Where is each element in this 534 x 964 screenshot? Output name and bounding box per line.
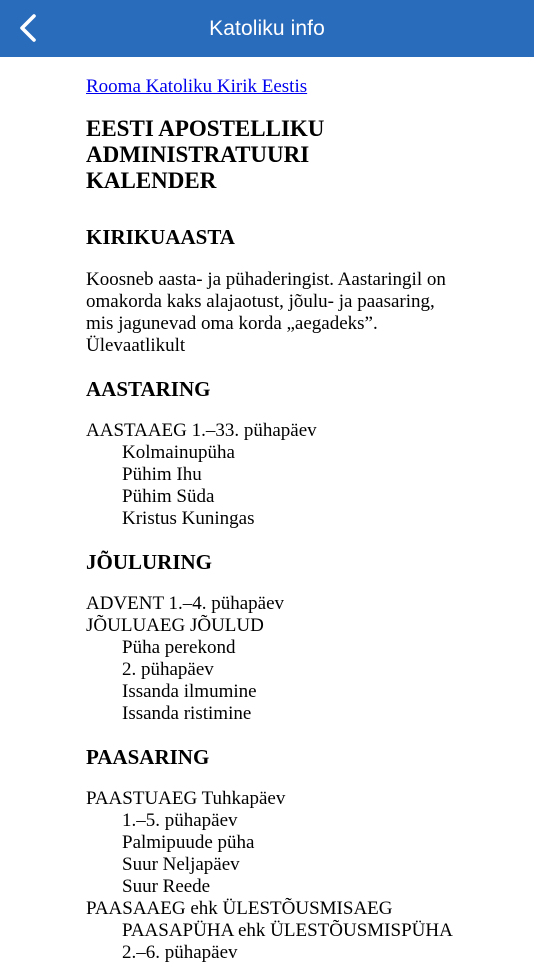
list-item: PAASAPÜHA ehk ÜLESTÕUSMISPÜHA [122, 920, 453, 941]
list-item: PAASAAEG ehk ÜLESTÕUSMISAEG [86, 898, 393, 919]
list-item: PAASTUAEG Tuhkapäev [86, 788, 286, 809]
section-heading-paasaring: PAASARING [86, 745, 210, 769]
list-item: AASTAAEG 1.–33. pühapäev [86, 420, 317, 441]
section-paragraph-kirikuaasta: Koosneb aasta- ja pühaderingist. Aastaringil on omakorda kaks alajaotust, jõulu- ja paasaring, mis jagunevad oma korda „aegadeks”. Ülevaatlikult [86, 269, 446, 356]
list-item: 2. pühapäev [122, 659, 214, 680]
list-item: Pühim Süda [122, 486, 215, 507]
jouluring-list [86, 593, 516, 725]
list-item: Issanda ilmumine [122, 681, 257, 702]
list-item: Kristus Kuningas [122, 508, 255, 529]
nav-title: Katoliku info [209, 16, 325, 40]
chevron-left-icon [18, 14, 38, 42]
list-item: Suur Neljapäev [122, 854, 240, 875]
section-heading-aastaring: AASTARING [86, 377, 211, 401]
list-item: Palmipuude püha [122, 832, 255, 853]
list-item: Issanda ristimine [122, 703, 252, 724]
list-item: 1.–5. pühapäev [122, 810, 238, 831]
navigation-bar [0, 0, 534, 57]
list-item: JÕULUAEG JÕULUD [86, 615, 264, 636]
list-item: 2.–6. pühapäev [122, 942, 238, 963]
list-item: Püha perekond [122, 637, 236, 658]
list-item: Kolmainupüha [122, 442, 235, 463]
back-button[interactable] [8, 8, 48, 48]
church-link[interactable]: Rooma Katoliku Kirik Eestis [86, 76, 308, 97]
calendar-content [86, 57, 516, 963]
page-title: EESTI APOSTELLIKU ADMINISTRATUURI KALENDER [86, 116, 325, 193]
list-item: Suur Reede [122, 876, 211, 897]
list-item: Pühim Ihu [122, 464, 202, 485]
aastaring-list [86, 420, 516, 530]
list-item: ADVENT 1.–4. pühapäev [86, 593, 285, 614]
paasaring-list [86, 788, 516, 964]
section-heading-kirikuaasta: KIRIKUAASTA [86, 225, 235, 249]
section-heading-jouluring: JÕULURING [86, 550, 213, 574]
